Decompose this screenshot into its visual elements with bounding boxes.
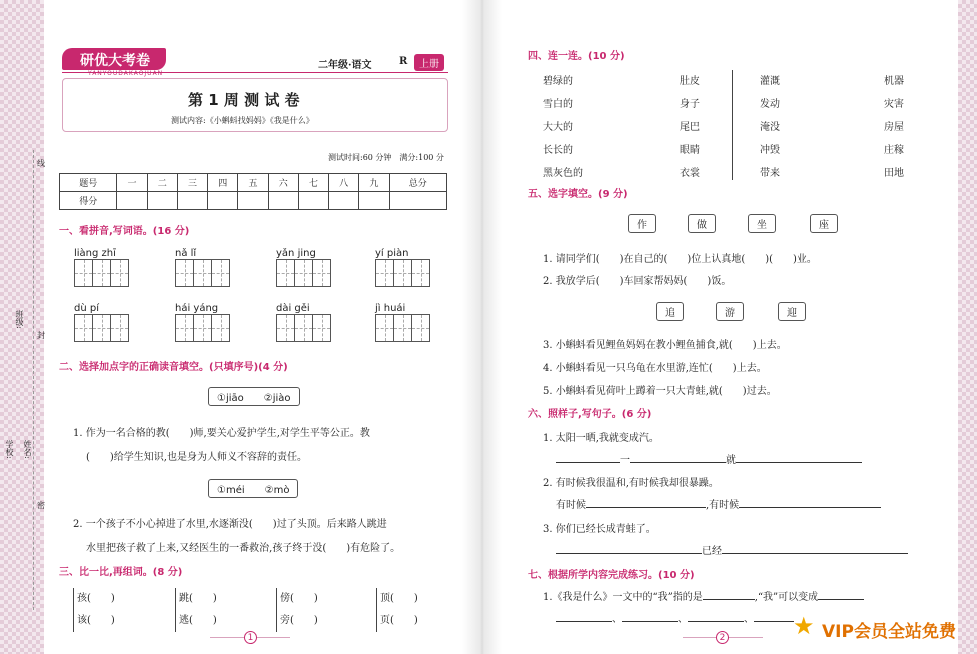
question-5-4: 4. 小蝌蚪看见一只乌龟在水里游,连忙( )上去。: [543, 363, 767, 374]
pinyin-group: [276, 248, 330, 287]
answer-6-2: [556, 496, 881, 511]
match-item: 田地: [884, 168, 904, 179]
score-head: 四: [208, 174, 238, 192]
match-item: 淹没: [760, 122, 780, 133]
question-6-1: 1. 太阳一晒,我就变成汽。: [543, 433, 659, 444]
question-5-2: 2. 我放学后( )车回家帮妈妈( )饭。: [543, 276, 732, 287]
word-pair: [376, 588, 418, 632]
match-item: 大大的: [543, 122, 573, 133]
match-item: 灌溉: [760, 76, 780, 87]
word-pair: [73, 588, 115, 632]
edition-label: R: [399, 56, 408, 67]
word-item: 跳( ): [179, 593, 217, 604]
word-item: 顶( ): [380, 593, 418, 604]
right-border-pattern: [958, 0, 977, 654]
match-item: 碧绿的: [543, 76, 573, 87]
answer-connector: ,有时候: [706, 500, 740, 511]
page-gutter: [462, 0, 502, 654]
page-title: 第 1 周 测 试 卷: [188, 91, 300, 109]
match-item: 长长的: [543, 145, 573, 156]
star-icon: ★: [793, 612, 815, 640]
question-text: 1.《我是什么》一文中的“我”指的是: [543, 592, 703, 603]
question-5-5: 5. 小蝌蚪看见荷叶上蹲着一只大青蛙,就( )过去。: [543, 386, 777, 397]
answer-7-1: 、 、 、: [556, 610, 794, 625]
char-option: 坐: [748, 214, 776, 233]
score-head: 八: [329, 174, 359, 192]
question-text: ,“我”可以变成: [754, 592, 819, 603]
question-5-3: 3. 小蝌蚪看见鲤鱼妈妈在教小鲤鱼捕食,就( )上去。: [543, 340, 787, 351]
word-item: 该( ): [77, 615, 115, 626]
word-item: 页( ): [380, 615, 418, 626]
score-head: 九: [359, 174, 389, 192]
match-item: 黑灰色的: [543, 168, 583, 179]
question-6-2: 2. 有时候我很温和,有时候我却很暴躁。: [543, 478, 719, 489]
score-head: 总分: [389, 174, 446, 192]
word-item: 孩( ): [77, 593, 115, 604]
score-head: 题号: [60, 174, 117, 192]
section-3-heading: 三、比一比,再组词。(8 分): [59, 567, 183, 578]
match-item: 肚皮: [680, 76, 700, 87]
score-head: 二: [147, 174, 177, 192]
match-item: 机器: [884, 76, 904, 87]
score-table: [59, 173, 447, 210]
answer-connector: 已经: [702, 546, 722, 557]
score-head: 七: [298, 174, 328, 192]
word-item: 旁( ): [280, 615, 318, 626]
word-pair: [276, 588, 318, 632]
pinyin-label: hái yáng: [175, 303, 219, 314]
match-item: 衣裳: [680, 168, 700, 179]
name-field-label: 姓名:: [23, 440, 32, 459]
match-item: 冲毁: [760, 145, 780, 156]
pinyin-label: dài gěi: [276, 303, 310, 314]
pinyin-label: dù pí: [74, 303, 99, 314]
match-item: 尾巴: [680, 122, 700, 133]
char-option: 追: [656, 302, 684, 321]
binding-line: [33, 150, 34, 610]
section-5-heading: 五、选字填空。(9 分): [528, 189, 628, 200]
match-item: 房屋: [884, 122, 904, 133]
word-item: 傍( ): [280, 593, 318, 604]
pinyin-group: [74, 303, 128, 342]
pinyin-group: [175, 248, 229, 287]
pinyin-group: [74, 248, 128, 287]
question-2-2b: 水里把孩子救了上来,又经医生的一番救治,孩子终于没( )有危险了。: [86, 543, 401, 554]
question-6-3: 3. 你们已经长成青蛙了。: [543, 524, 656, 535]
brand-pinyin: YANYOUDAKAOJUAN: [88, 70, 164, 77]
char-option: 座: [810, 214, 838, 233]
question-7-1: [543, 588, 864, 603]
section-4-heading: 四、连一连。(10 分): [528, 51, 625, 62]
question-5-1: 1. 请同学们( )在自己的( )位上认真地( )( )业。: [543, 254, 817, 265]
section-6-heading: 六、照样子,写句子。(6 分): [528, 409, 652, 420]
question-2-2a: 2. 一个孩子不小心掉进了水里,水逐渐没( )过了头顶。后来路人跳进: [73, 519, 387, 530]
header-rule: [62, 72, 448, 73]
char-option: 迎: [778, 302, 806, 321]
match-item: 带来: [760, 168, 780, 179]
pinyin-label: yǎn jing: [276, 248, 316, 259]
brand-name: 研优大考卷: [80, 53, 150, 69]
match-col-3: [760, 70, 780, 185]
section-7-heading: 七、根据所学内容完成练习。(10 分): [528, 570, 695, 581]
pinyin-group: [276, 303, 330, 342]
pinyin-label: jì huái: [375, 303, 406, 314]
score-row-label: 得分: [60, 192, 117, 210]
score-head: 一: [117, 174, 147, 192]
pinyin-label: nǎ lǐ: [175, 248, 197, 259]
pinyin-label: yí piàn: [375, 248, 409, 259]
match-item: 眼睛: [680, 145, 700, 156]
char-option: 游: [716, 302, 744, 321]
score-head: 五: [238, 174, 268, 192]
score-head: 三: [177, 174, 207, 192]
class-field-label: 班级:: [15, 310, 24, 329]
char-option: 做: [688, 214, 716, 233]
answer-connector: 有时候: [556, 500, 586, 511]
pinyin-group: [375, 248, 429, 287]
section-1-heading: 一、看拼音,写词语。(16 分): [59, 226, 190, 237]
pinyin-group: [175, 303, 229, 342]
section-2-heading: 二、选择加点字的正确读音填空。(只填序号)(4 分): [59, 362, 288, 373]
school-field-label: 学校:: [5, 440, 14, 459]
page-number: 2: [716, 631, 729, 644]
volume-badge: 上册: [414, 54, 444, 71]
score-header-row: [60, 174, 447, 192]
test-meta: 测试时间:60 分钟 满分:100 分: [328, 153, 444, 162]
options-box-1: ①jiāo ②jiào: [208, 387, 300, 406]
match-divider: [732, 70, 733, 180]
seal-line-label: 线: [37, 159, 45, 168]
page-number: 1: [244, 631, 257, 644]
test-content: 测试内容:《小蝌蚪找妈妈》《我是什么》: [171, 116, 314, 125]
question-2-1b: ( )给学生知识,也是身为人师义不容辞的责任。: [86, 452, 307, 463]
answer-6-3: [556, 542, 908, 557]
match-item: 雪白的: [543, 99, 573, 110]
match-item: 身子: [680, 99, 700, 110]
options-box-2: ①méi ②mò: [208, 479, 298, 498]
match-item: 灾害: [884, 99, 904, 110]
match-item: 庄稼: [884, 145, 904, 156]
match-col-2: [680, 70, 700, 185]
word-item: 逃( ): [179, 615, 217, 626]
word-pair: [175, 588, 217, 632]
match-item: 发动: [760, 99, 780, 110]
answer-6-1: [556, 451, 862, 466]
char-option: 作: [628, 214, 656, 233]
pinyin-label: liàng zhī: [74, 248, 116, 259]
pinyin-group: [375, 303, 429, 342]
vip-watermark[interactable]: VIP会员全站免费: [822, 622, 956, 642]
score-row: [60, 192, 447, 210]
grade-label: 二年级·语文: [318, 60, 372, 71]
question-2-1a: 1. 作为一名合格的教( )师,要关心爱护学生,对学生平等公正。教: [73, 428, 370, 439]
answer-connector: 就: [726, 455, 736, 466]
secret-label: 密: [37, 501, 45, 510]
score-head: 六: [268, 174, 298, 192]
seal-label: 封: [37, 331, 45, 340]
answer-connector: 一: [620, 455, 630, 466]
match-col-4: [884, 70, 904, 185]
match-col-1: [543, 70, 583, 185]
